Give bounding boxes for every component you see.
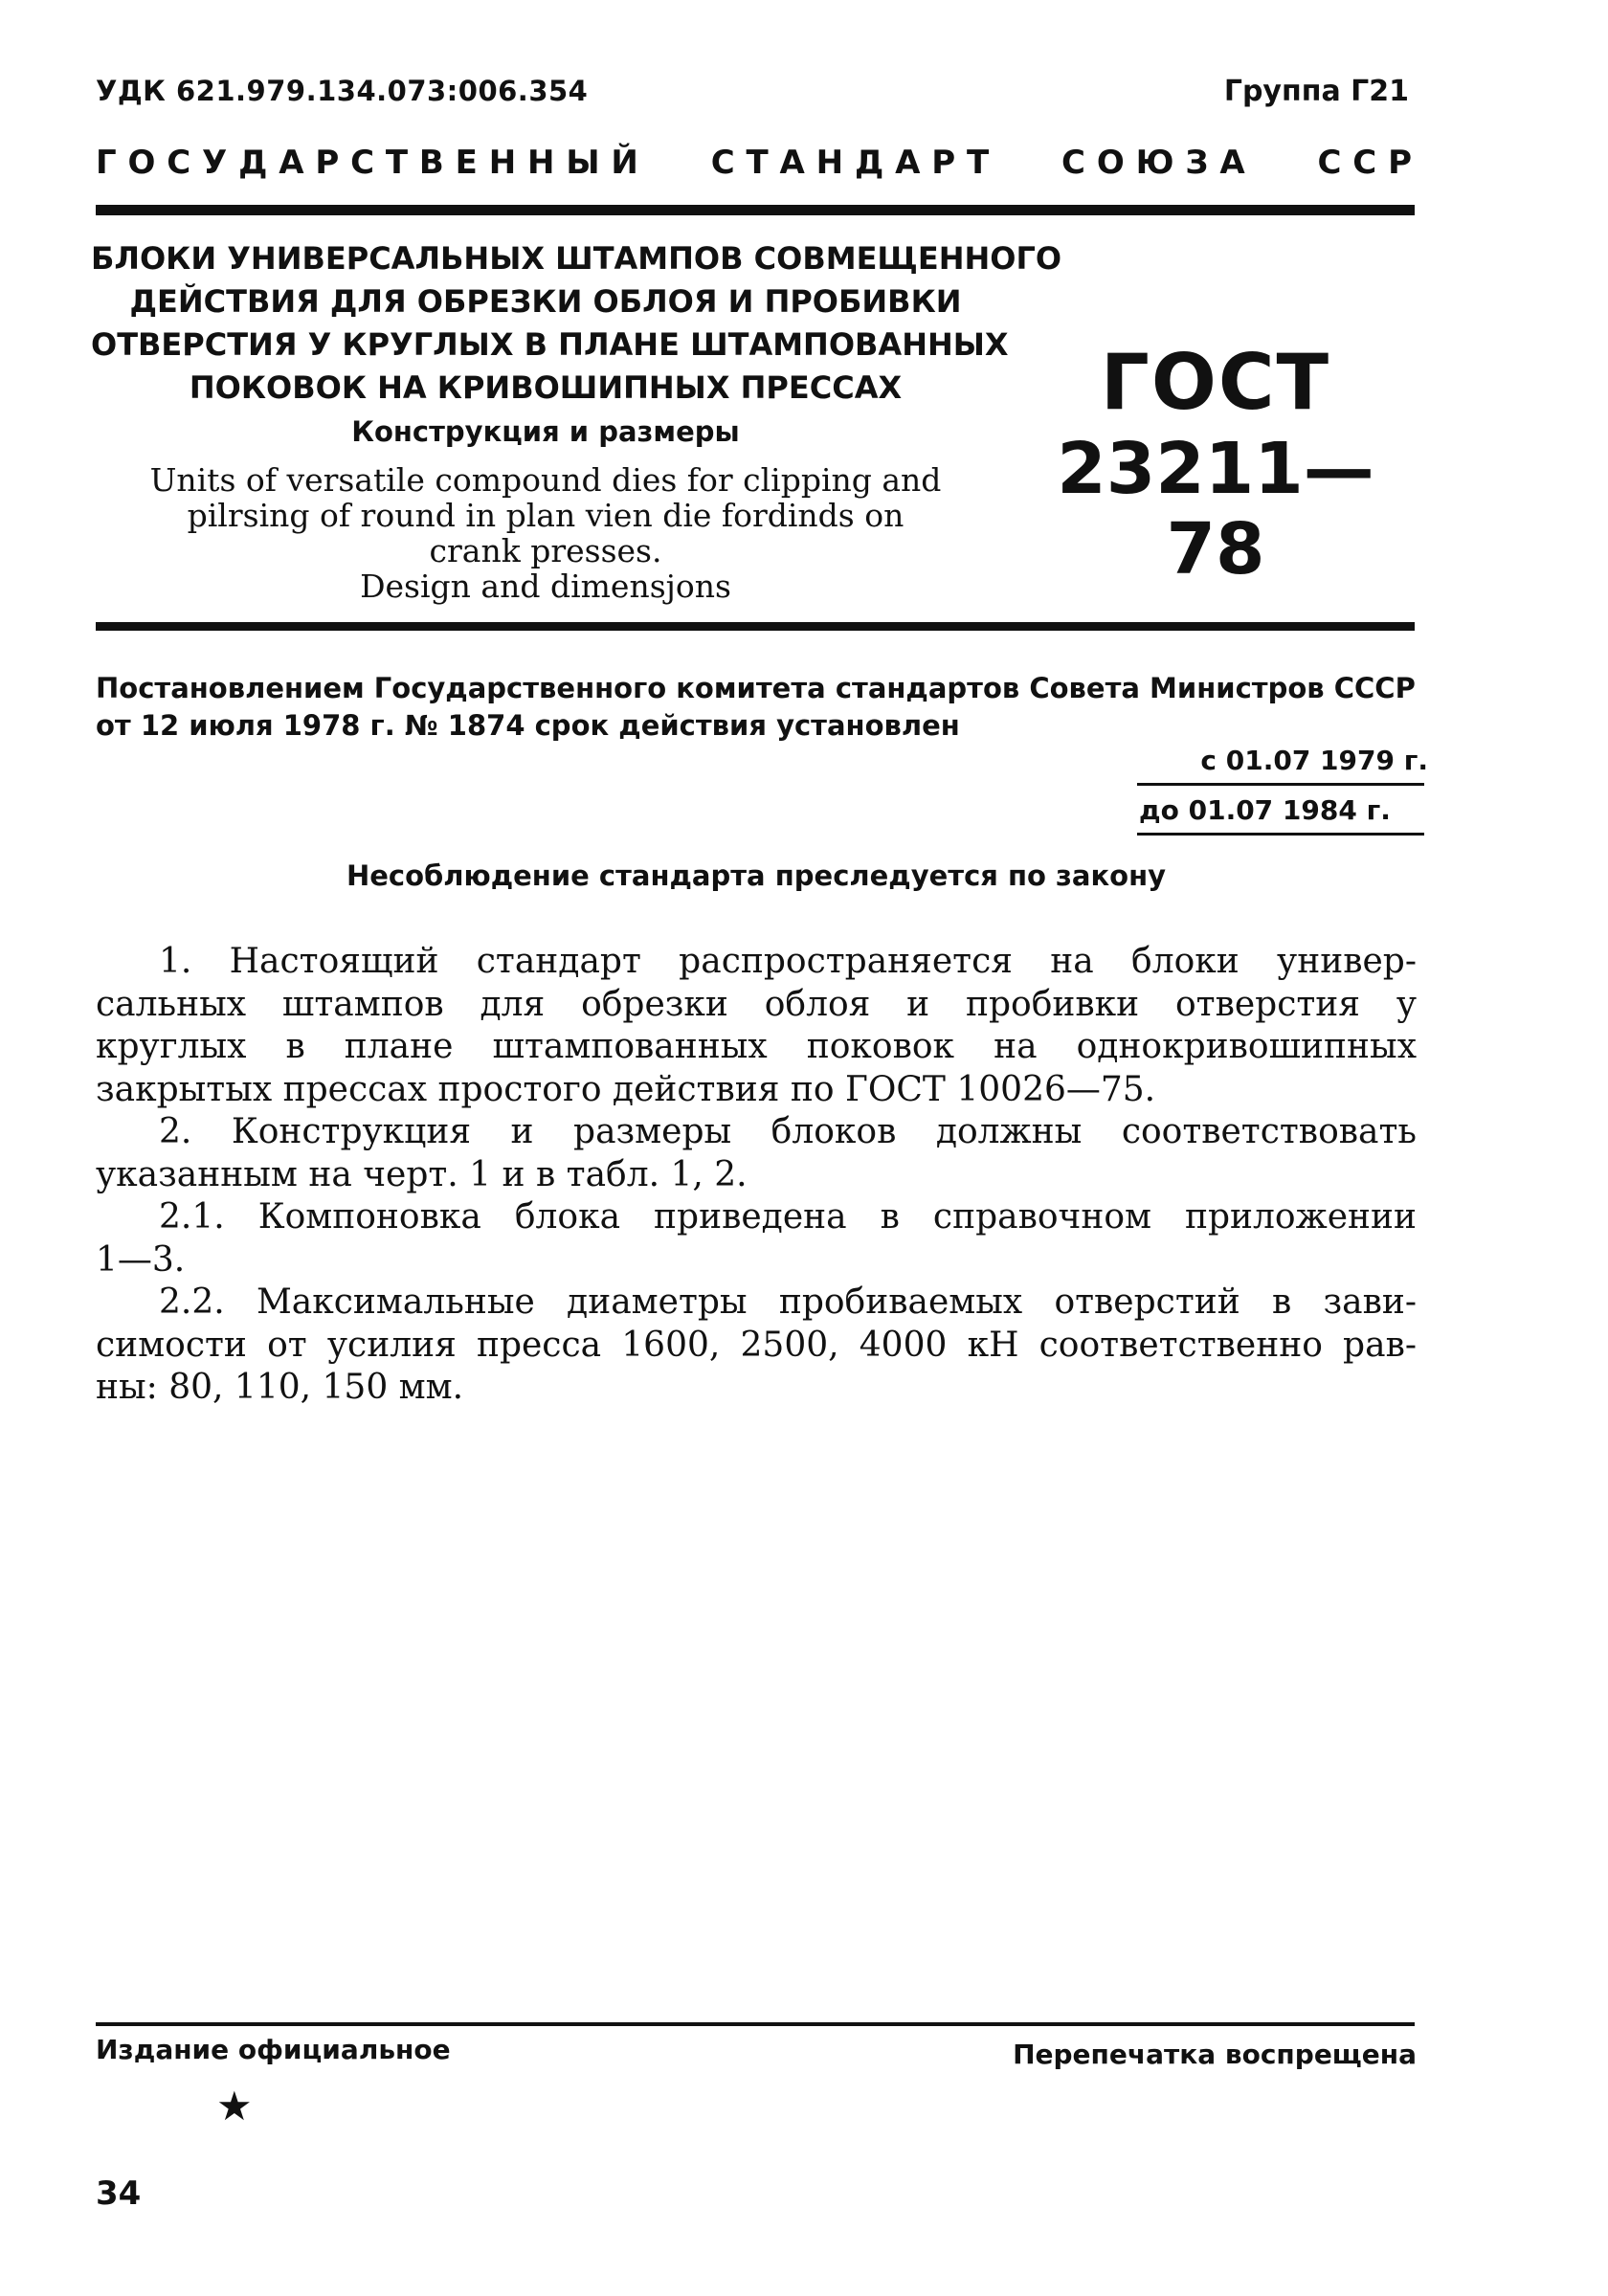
- date-underline: [1137, 833, 1424, 836]
- title-ru-line: ДЕЙСТВИЯ ДЛЯ ОБРЕЗКИ ОБЛОЯ И ПРОБИВКИ: [129, 283, 962, 320]
- title-rule: [96, 622, 1415, 631]
- title-en-line: Design and dimensjons: [360, 568, 731, 605]
- state-standard-heading: [96, 144, 1412, 182]
- state-standard-word: С С Р: [1317, 144, 1412, 182]
- text-line: 2.2. Максимальные диаметры пробиваемых отверстий в зави-: [159, 1282, 1417, 1322]
- title-ru-line: ПОКОВОК НА КРИВОШИПНЫХ ПРЕССАХ: [189, 369, 903, 406]
- text-line: 1—3.: [96, 1239, 186, 1280]
- title-en-line: crank presses.: [429, 532, 662, 569]
- gost-label: ГОСТ: [1100, 338, 1331, 427]
- group-code: Группа Г21: [1223, 75, 1409, 108]
- paragraph-2-2: [96, 1282, 1417, 1410]
- text-line: указанным на черт. 1 и в табл. 1, 2.: [96, 1154, 748, 1194]
- legal-notice: Несоблюдение стандарта преследуется по закону: [346, 859, 1167, 892]
- decree-line: Постановлением Государственного комитета стандартов Совета Министров СССР: [96, 672, 1416, 704]
- text-line: ны: 80, 110, 150 мм.: [96, 1368, 464, 1407]
- gost-number: 23211—78: [1057, 428, 1374, 591]
- footer-rule: [96, 2022, 1415, 2026]
- text-line: круглых в плане штампованных поковок на однокривошипных: [96, 1027, 1417, 1066]
- title-ru: [91, 237, 1062, 410]
- title-en: [91, 462, 1000, 604]
- date-underline: [1137, 783, 1424, 786]
- text-line: 2.1. Компоновка блока приведена в справочном приложении: [159, 1197, 1417, 1237]
- header-rule: [96, 205, 1415, 215]
- title-ru-line: БЛОКИ УНИВЕРСАЛЬНЫХ ШТАМПОВ СОВМЕЩЕННОГО: [91, 240, 1062, 277]
- effective-date-from: с 01.07 1979 г.: [1200, 745, 1428, 776]
- effective-date-to: до 01.07 1984 г.: [1139, 794, 1391, 826]
- text-line: 1. Настоящий стандарт распространяется на блоки универ-: [159, 942, 1417, 981]
- page-number: 34: [96, 2174, 142, 2213]
- decree-line: от 12 июля 1978 г. № 1874 срок действия установлен: [96, 709, 960, 742]
- state-standard-word: С Т А Н Д А Р Т: [710, 144, 990, 182]
- title-en-line: Units of versatile compound dies for clipping and: [149, 461, 942, 499]
- text-line: симости от усилия пресса 1600, 2500, 4000 кН соответственно рав-: [96, 1325, 1417, 1365]
- state-standard-word: С О Ю З А: [1061, 144, 1245, 182]
- text-line: 2. Конструкция и размеры блоков должны соответствовать: [159, 1112, 1417, 1151]
- reprint-prohibited: Перепечатка воспрещена: [1013, 2039, 1417, 2070]
- title-ru-line: ОТВЕРСТИЯ У КРУГЛЫХ В ПЛАНЕ ШТАМПОВАННЫХ: [91, 326, 1009, 363]
- decree: [96, 670, 1417, 745]
- paragraph-2: [96, 1111, 1417, 1196]
- body-text: [96, 941, 1417, 1410]
- udk-code: УДК 621.979.134.073:006.354: [96, 75, 589, 107]
- paragraph-1: [96, 941, 1417, 1111]
- text-line: закрытых прессах простого действия по ГОСТ 10026—75.: [96, 1069, 1156, 1109]
- star-icon: ★: [216, 2083, 253, 2129]
- title-en-line: pilrsing of round in plan vien die fordinds on: [187, 497, 904, 534]
- text-line: сальных штампов для обрезки облоя и пробивки отверстия у: [96, 984, 1417, 1024]
- official-edition: Издание официальное: [96, 2034, 451, 2065]
- state-standard-word: Г О С У Д А Р С Т В Е Н Н Ы Й: [96, 144, 638, 182]
- paragraph-2-1: [96, 1196, 1417, 1282]
- subtitle: Конструкция и размеры: [351, 415, 740, 448]
